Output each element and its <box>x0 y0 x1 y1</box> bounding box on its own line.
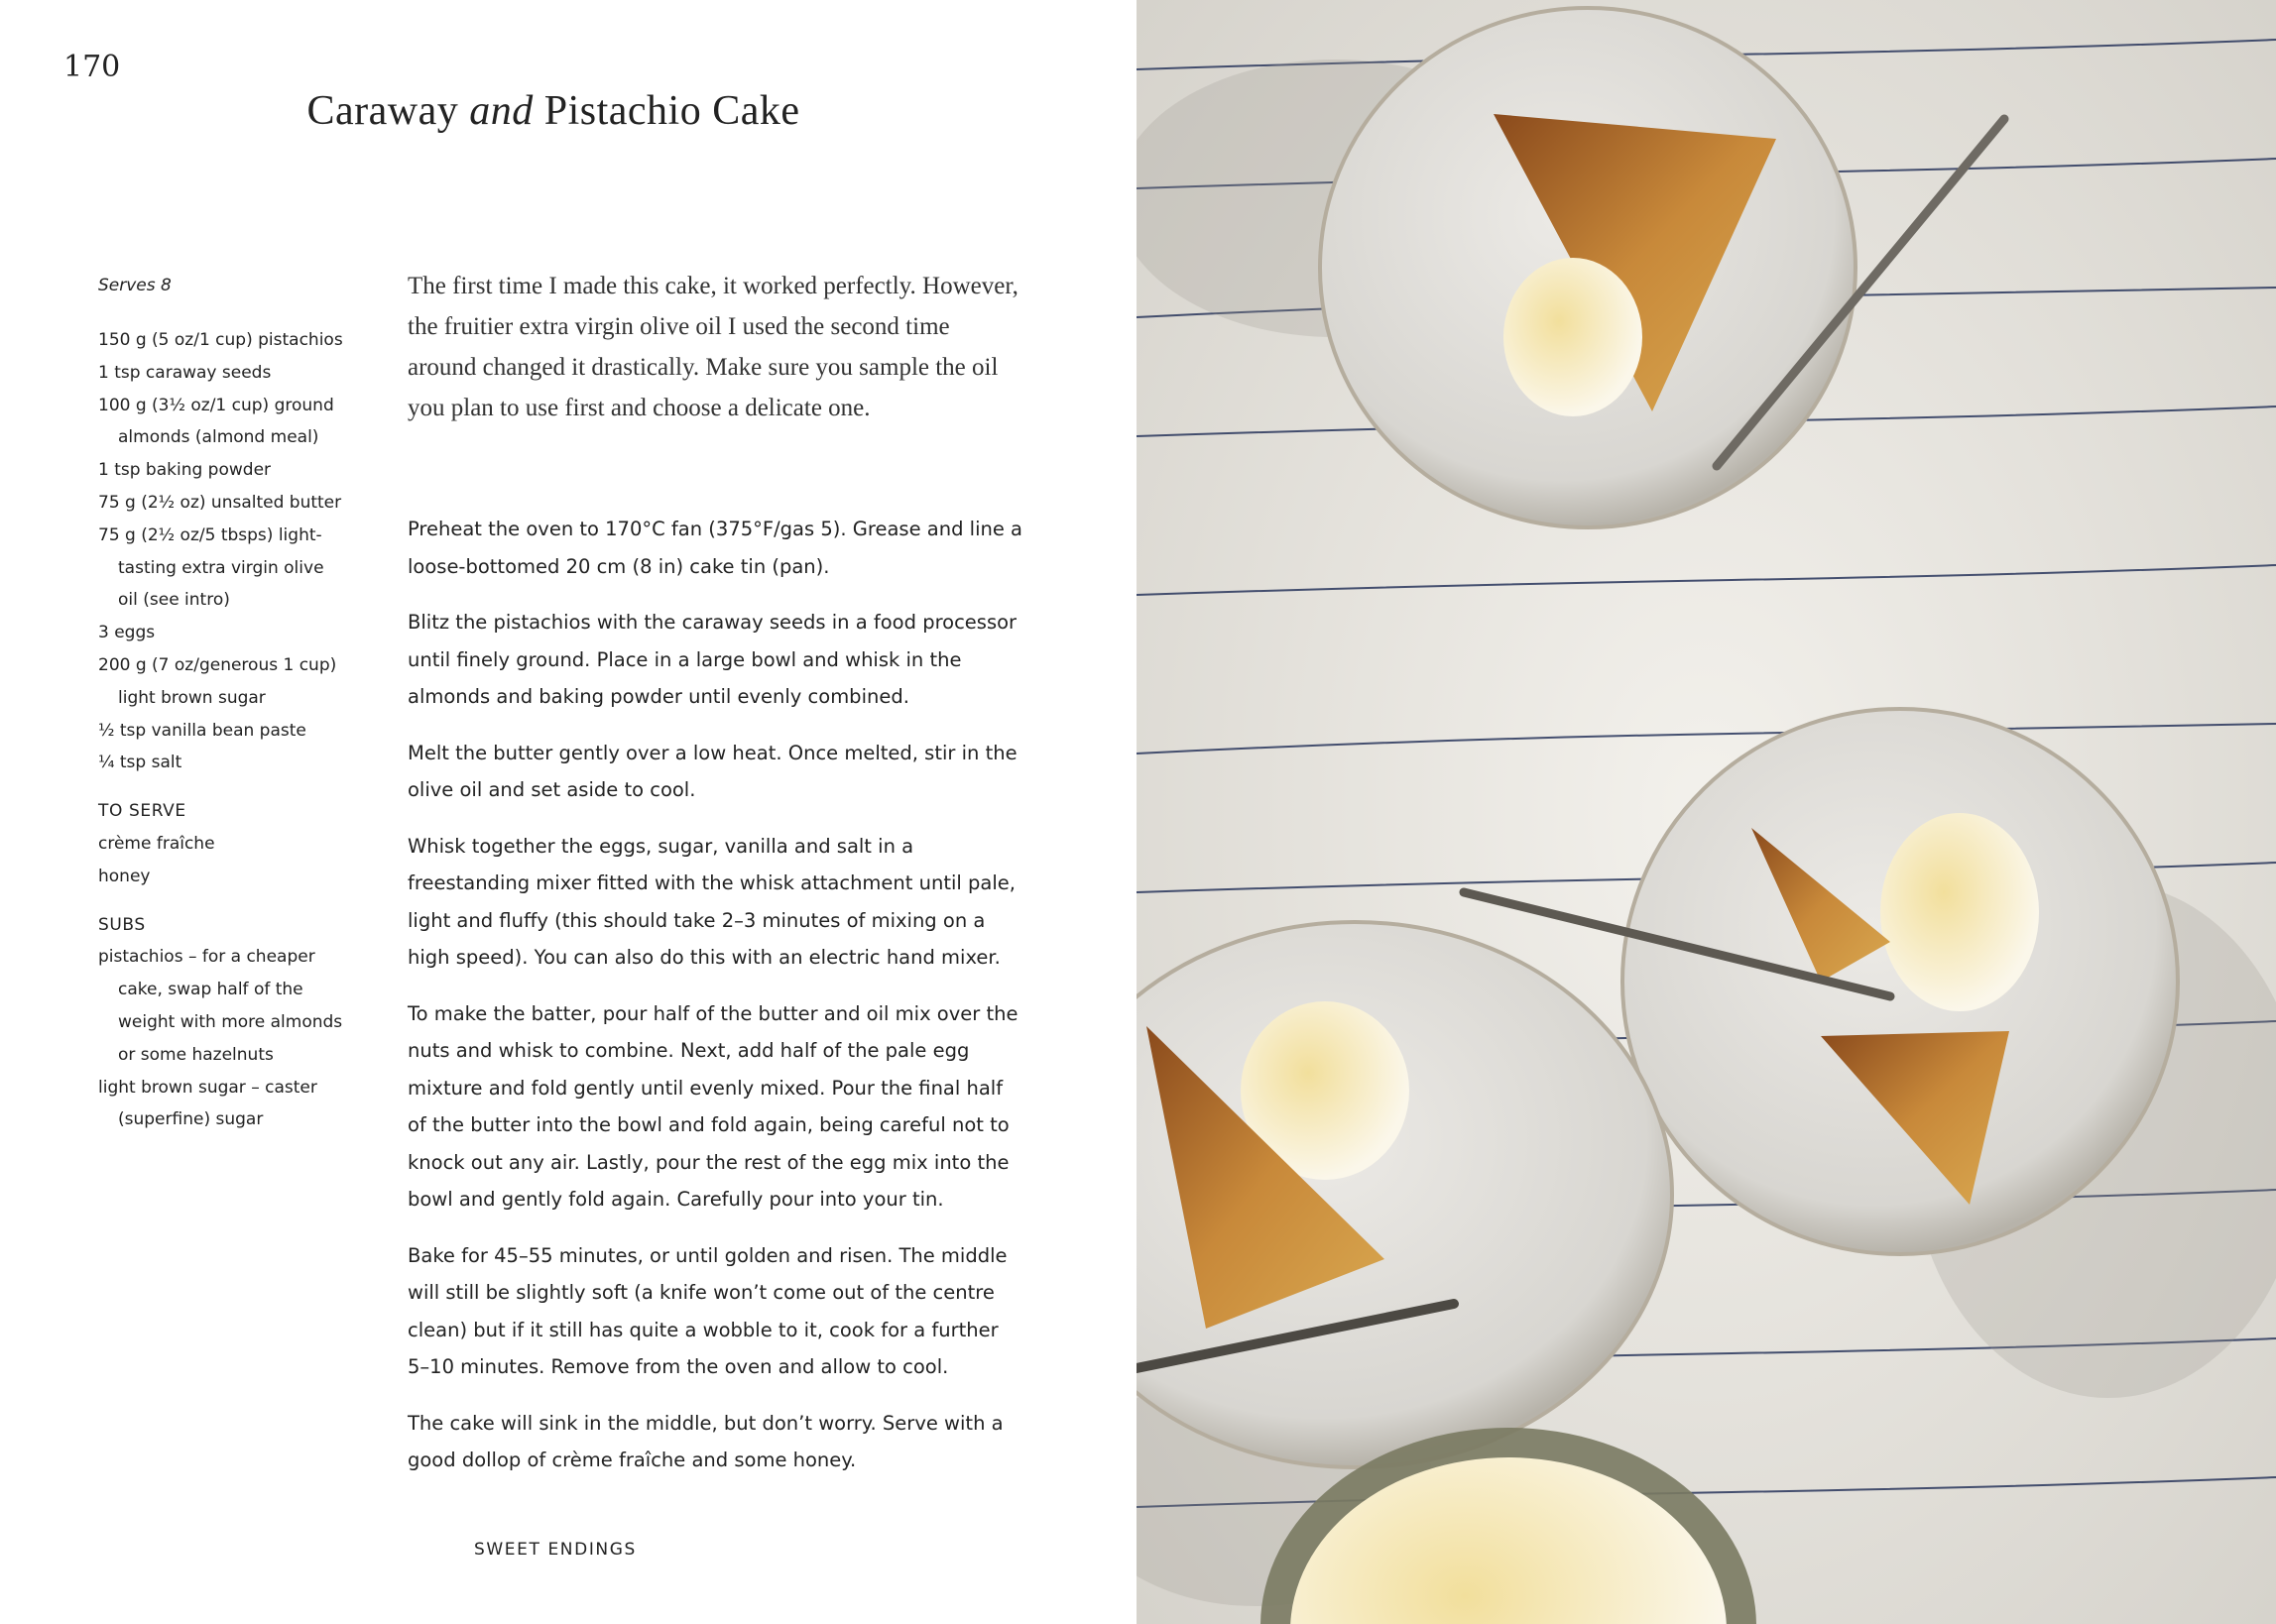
recipe-title <box>0 87 1107 135</box>
title-and: and <box>469 88 534 134</box>
ingredient-item <box>98 487 356 520</box>
subs-list <box>98 941 356 1136</box>
ingredient-item-line: 75 g (2½ oz) unsalted butter <box>98 492 342 513</box>
ingredient-item-line: 150 g (5 oz/1 cup) pistachios <box>98 330 343 350</box>
subs-item-line: light brown sugar – caster <box>98 1077 317 1098</box>
ingredient-item-line: almonds (almond meal) <box>118 427 319 448</box>
ingredient-item-line: 1 tsp caraway seeds <box>98 362 272 383</box>
subs-item-line: or some hazelnuts <box>118 1044 274 1065</box>
method-step: Preheat the oven to 170°C fan (375°F/gas 5). Grease and line a loose-bottomed 20 cm (8 in) cake tin (pan). <box>408 518 1022 578</box>
to-serve-item-line: honey <box>98 866 151 886</box>
ingredient-item-line: ½ tsp vanilla bean paste <box>98 720 306 741</box>
serves: Serves 8 <box>98 276 172 295</box>
ingredient-list <box>98 324 356 779</box>
ingredient-item <box>98 357 356 390</box>
ingredient-item-line: 1 tsp baking powder <box>98 460 272 481</box>
method-step: To make the batter, pour half of the butter and oil mix over the nuts and whisk to combine. Next, add half of the pale egg mixture and fold gently until evenly mixed. Pour the final half of the butter into the bowl and fold again, being careful not to knock out any air. Lastly, pour the rest of the egg mix into the bowl and gently fold again. Carefully pour into your tin. <box>408 1001 1018 1211</box>
ingredient-item-line: 200 g (7 oz/generous 1 cup) <box>98 654 337 675</box>
method-step: Whisk together the eggs, sugar, vanilla and salt in a freestanding mixer fitted with the whisk attachment until pale, light and fluffy (this should take 2–3 minutes of mixing on a high speed). You can also do this with an electric hand mixer. <box>408 834 1016 969</box>
to-serve-item <box>98 828 356 861</box>
ingredient-item <box>98 617 356 649</box>
ingredient-item-line: 3 eggs <box>98 623 156 643</box>
ingredient-item <box>98 520 356 617</box>
to-serve-item <box>98 861 356 893</box>
intro-paragraph: The first time I made this cake, it worked perfectly. However, the fruitier extra virgin olive oil I used the second time around changed it drastically. Make sure you sample the oil you plan to use first and choose a delicate one. <box>408 273 1018 421</box>
ingredient-item-line: 100 g (3½ oz/1 cup) ground <box>98 395 334 415</box>
method-step: Bake for 45–55 minutes, or until golden and risen. The middle will still be slightly soft (a knife won’t come out of the centre clean) but if it still has quite a wobble to it, cook for a further 5–10 minutes. Remove from the oven and allow to cool. <box>408 1243 1008 1378</box>
subs-item-line: (superfine) sugar <box>118 1109 264 1130</box>
method-step: The cake will sink in the middle, but don’t worry. Serve with a good dollop of crème fraîche and some honey. <box>408 1411 1004 1471</box>
cake-photo-illustration <box>1137 0 2276 1624</box>
food-photograph <box>1137 0 2276 1624</box>
to-serve-item-line: crème fraîche <box>98 833 215 854</box>
subs-item <box>98 1072 356 1137</box>
ingredient-item <box>98 649 356 715</box>
method-step: Melt the butter gently over a low heat. Once melted, stir in the olive oil and set aside to cool. <box>408 741 1018 801</box>
ingredient-item <box>98 454 356 487</box>
left-page <box>0 0 1137 1624</box>
ingredient-item <box>98 747 356 779</box>
to-serve-title: TO SERVE <box>98 801 186 822</box>
section-footer: SWEET ENDINGS <box>474 1540 637 1560</box>
subs-item <box>98 941 356 1071</box>
subs-item-line: cake, swap half of the <box>118 980 303 1000</box>
ingredient-item-line: oil (see intro) <box>118 590 230 611</box>
to-serve-list <box>98 828 356 893</box>
subs-item-line: weight with more almonds <box>118 1011 343 1032</box>
ingredient-item-line: 75 g (2½ oz/5 tbsps) light- <box>98 524 322 545</box>
ingredient-item-line: light brown sugar <box>118 687 266 708</box>
method-step: Blitz the pistachios with the caraway seeds in a food processor until finely ground. Place in a large bowl and whisk in the almonds and baking powder until evenly combined. <box>408 611 1018 708</box>
title-part-1: Caraway <box>306 88 459 134</box>
ingredient-item <box>98 324 356 357</box>
subs-item-line: pistachios – for a cheaper <box>98 947 315 968</box>
title-part-2: Pistachio Cake <box>543 88 800 134</box>
ingredient-item-line: ¼ tsp salt <box>98 753 182 773</box>
ingredient-item <box>98 390 356 455</box>
method-steps <box>408 511 1022 1498</box>
subs-title: SUBS <box>98 914 146 935</box>
page-number: 170 <box>63 50 121 84</box>
ingredient-item <box>98 715 356 748</box>
ingredient-item-line: tasting extra virgin olive <box>118 557 324 578</box>
ingredients-sidebar <box>98 274 356 1136</box>
